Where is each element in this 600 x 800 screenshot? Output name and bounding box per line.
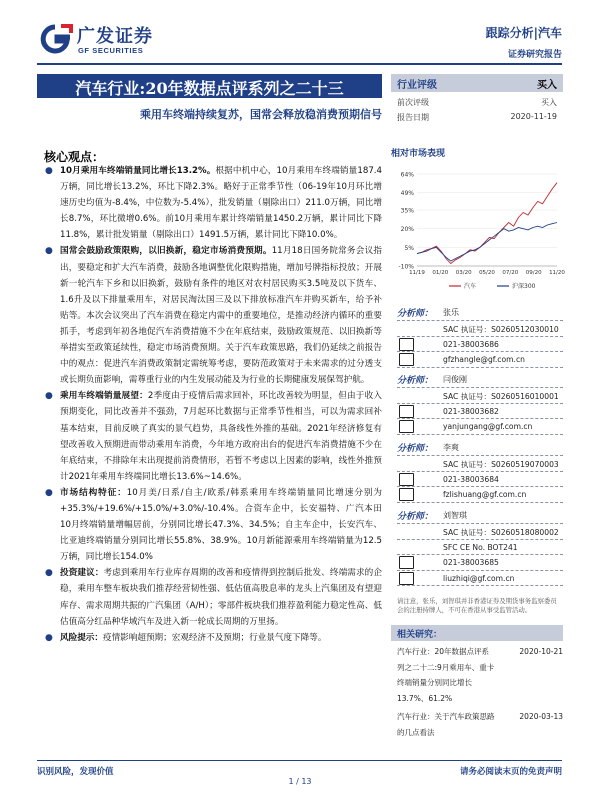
paragraph-text: 11月18日国务院常务会议指出，要稳定和扩大汽车消费，鼓励各地调整优化限购措施，增加号牌指标投放；开展新一轮汽车下乡和以旧换新，鼓励有条件的地区对农村居民购买3.5吨及以下货车、1.6升及以下排量乘用车，对居民淘汰国三及以下排放标准汽车并购买新车，给予补贴等。本次会议突出了汽车消费在稳定内需中的重要地位，是推动经济内循环的重要抓手，考虑到年初各地促汽车消费措施不少在年底结束，鼓励政策规范、以旧换新等举措实至政策延续性，稳定市场消费预期。关于汽车政策思路，我们仍延续之前报告中的观点：促进汽车消费政策制定需统筹考虑，要防范政策对于未来需求的过分透支或长期负面影响，需尊重行业的内生发展动能及为行业的长期健康发展保驾护航。 — [60, 246, 382, 386]
core-view-paragraph — [44, 388, 382, 485]
phone-icon — [399, 338, 414, 351]
paragraph-lead: 10月乘用车终端销量同比增长13.2%。 — [60, 166, 216, 176]
related-research-item[interactable] — [397, 644, 563, 706]
analyst-phone: 021-38003685 — [443, 558, 499, 567]
paragraph-lead: 投资建议： — [60, 568, 104, 579]
analyst-sac: SAC 执证号：S0260512030010 — [443, 325, 559, 334]
prev-rating-label: 前次评级 — [397, 98, 429, 107]
paragraph-text: 考虑到乘用车行业库存周期的改善和疫情得到控制后批发、终端需求的企稳，乘用车整车板块我们推荐经营韧性强、低估值高股息率的龙头上汽集团及有望迎库存、需求周期共振的广汽集团（A/H）；零部件板块我们推荐盈利能力稳定性高、低估值高分红品种华域汽车及进入新一轮成长周期的万里扬。 — [60, 568, 382, 627]
footer-disclaimer-link[interactable]: 请务必阅读末页的免责声明 — [459, 767, 562, 777]
chart-x-tick-label: 11/19 — [409, 270, 425, 276]
company-logo — [37, 22, 187, 58]
analyst-phone-row — [397, 337, 563, 353]
analyst-name: 刘智琪 — [443, 511, 467, 520]
paragraph-lead: 市场结构特征： — [60, 487, 127, 498]
analyst-email-row — [397, 487, 563, 503]
page-number: 1 / 13 — [288, 777, 312, 786]
analyst-label: 分析师： — [397, 444, 434, 454]
related-research-title: 相关研究： — [397, 630, 443, 640]
analyst-card — [397, 305, 563, 368]
analyst-name: 张乐 — [443, 308, 459, 317]
prev-rating-row — [397, 97, 557, 108]
chart-section-label: 相对市场表现 — [391, 149, 446, 159]
gf-logo-icon — [37, 24, 73, 54]
related-title-line: 列之二十二:9月乘用车、重卡 — [397, 662, 495, 672]
analyst-sac: SAC 执证号：S0260518080002 — [443, 528, 559, 537]
report-date-label: 报告日期 — [397, 113, 429, 122]
analyst-head — [397, 305, 563, 321]
prev-rating-value: 买入 — [541, 98, 557, 107]
analyst-label: 分析师： — [397, 376, 434, 386]
analyst-phone: 021-38003682 — [443, 406, 499, 416]
report-type: 证券研究报告 — [507, 50, 562, 60]
related-research-item[interactable] — [397, 709, 563, 740]
bullet-icon: ● — [45, 246, 53, 257]
chart-x-tick-label: 11/20 — [549, 270, 565, 276]
analyst-email-row — [397, 571, 563, 587]
analyst-sac-row — [397, 456, 563, 472]
legend-label: 汽车 — [464, 283, 477, 290]
analyst-phone: 021-38003684 — [443, 474, 499, 484]
core-view-paragraph — [44, 565, 382, 629]
logo-en-text: GF SECURITIES — [78, 46, 144, 55]
analyst-sfc: SFC CE No. BOT241 — [443, 542, 518, 552]
bullet-icon: ● — [45, 568, 53, 579]
paragraph-lead: 风险提示： — [60, 632, 103, 643]
disclaimer: 请注意，张乐，刘智琪并非香港证券及期货事务监察委员会的注册持牌人，不可在香港从事受监管活动。 — [397, 597, 557, 614]
analyst-email[interactable]: fzlishuang@gf.com.cn — [443, 490, 527, 499]
phone-icon — [399, 473, 414, 486]
analyst-sac: SAC 执证号：S0260516010001 — [443, 392, 559, 401]
chart-x-tick-label: 07/20 — [502, 270, 519, 276]
bullet-icon: ● — [45, 632, 53, 643]
related-title: 汽车行业：关于汽车政策思路 — [397, 712, 495, 721]
analyst-sac-row — [397, 321, 563, 337]
analyst-label: 分析师： — [397, 309, 434, 319]
mail-icon — [399, 488, 414, 501]
title-bar — [37, 74, 382, 98]
related-title-line: 的几点看法 — [397, 727, 435, 737]
analyst-card — [397, 372, 563, 435]
rating-value: 买入 — [537, 80, 557, 91]
related-date: 2020-03-13 — [519, 712, 563, 721]
chart-x-tick-label: 09/20 — [525, 270, 542, 276]
paragraph-lead: 乘用车终端销量展望： — [60, 391, 148, 402]
analyst-card — [397, 440, 563, 503]
paragraph-lead: 国常会鼓励政策限购，以旧换新，稳定市场消费预期。 — [60, 246, 272, 257]
related-date: 2020-10-21 — [519, 647, 563, 656]
rating-box — [391, 74, 563, 92]
analyst-card — [397, 508, 563, 586]
core-view-title: 核心观点： — [44, 150, 105, 164]
analyst-email-row — [397, 352, 563, 368]
analyst-head — [397, 372, 563, 388]
bullet-icon: ● — [45, 487, 53, 498]
related-title-line: 终端销量分别同比增长 — [397, 678, 472, 687]
analyst-sfc-row — [397, 540, 563, 556]
analyst-sac: SAC 执证号：S0260519070003 — [443, 460, 559, 469]
report-date-row — [397, 112, 557, 123]
analyst-label: 分析师： — [397, 512, 434, 522]
bullet-icon: ● — [45, 166, 53, 176]
chart-series-line-1 — [417, 223, 557, 262]
related-title: 汽车行业：20年数据点评系 — [397, 647, 490, 656]
paragraph-text: 根据中机中心，10月乘用车终端销量187.4万辆，同比增长13.2%，环比下降2.3%。略好于正常季节性（06-19年10月环比增速历史均值为-8.4%，中位数为-5.4%），批发销量（剔除出口）211.0万辆，同比增长8.7%，环比微增0.6%。前10月乘用车累计终端销量1450.2万辆，累计同比下降11.8%，累计批发销量（剔除出口）1491.5万辆，累计同比下降10.0%。 — [60, 166, 382, 241]
chart-series-line-0 — [417, 183, 557, 264]
bullet-icon: ● — [45, 391, 53, 402]
analyst-phone-row — [397, 472, 563, 488]
core-view-paragraph — [44, 163, 382, 243]
footer-left-slogan: 识别风险，发现价值 — [37, 767, 114, 777]
analyst-head — [397, 508, 563, 524]
report-category: 跟踪分析|汽车 — [485, 26, 562, 40]
analyst-email-row — [397, 419, 563, 435]
analyst-sac-row — [397, 388, 563, 404]
header-divider — [37, 63, 562, 65]
analyst-name: 闫俊刚 — [443, 375, 467, 384]
chart-x-tick-label: 05/20 — [479, 270, 495, 276]
analyst-head — [397, 440, 563, 456]
analyst-phone-row — [397, 404, 563, 420]
mail-icon — [399, 353, 414, 366]
core-view-paragraph — [44, 243, 382, 388]
paragraph-text: 10月美/日系/自主/欧系/韩系乘用车终端销量同比增速分别为+35.3%/+19.6%/+15.0%/+3.0%/-10.4%。合资车企中，长安福特、广汽本田10月终端销量增幅居前，分别同比增长47.3%、34.5%；自主车企中，长安汽车、比亚迪终端销量分别同比增长55.8%、38.9%。10月新能源乘用车终端销量为12.5万辆，同比增长154.0% — [60, 487, 382, 563]
paragraph-text: 2季度由于疫情后需求回补，环比改善较为明显，但由于收入预期变化，同比改善并不强劲，7月起环比数据与正常季节性相当，可以为需求回补基本结束，目前反映了真实的景气趋势，具备线性外推的基础。2021年经济修复有望改善收入预期进而带动乘用车消费，今年地方政府出台的促进汽车消费措施不少在年底结束，不排除年末出现提前消费情形，若暂不考虑以上因素的影响，线性外推预计2021年乘用车终端同比增长13.6%~14.6%。 — [60, 391, 382, 482]
phone-icon — [399, 405, 414, 418]
mail-icon — [399, 572, 414, 585]
report-title: 汽车行业:20年数据点评系列之二十三 — [75, 79, 344, 98]
legend-label: 沪深300 — [512, 283, 536, 290]
phone-icon — [399, 556, 414, 569]
chart-y-tick-label: 49% — [400, 190, 414, 198]
chart-y-tick-label: 35% — [400, 207, 414, 215]
chart-x-tick-label: 03/20 — [455, 270, 472, 276]
analyst-email[interactable]: gfzhangle@gf.com.cn — [443, 355, 525, 364]
analyst-name: 李爽 — [443, 443, 459, 452]
chart-y-tick-label: 64% — [400, 171, 414, 179]
logo-cn-text: 广发证券 — [77, 26, 153, 47]
header-right — [486, 24, 562, 60]
report-subtitle: 乘用车终端持续复苏，国常会释放稳消费预期信号 — [140, 108, 382, 121]
chart-y-tick-label: 20% — [400, 226, 414, 234]
chart-y-tick-label: 5% — [404, 244, 414, 252]
paragraph-text: 疫情影响超预期；宏观经济不及预期；行业景气度下降等。 — [102, 632, 327, 643]
rating-label: 行业评级 — [397, 80, 437, 91]
analyst-sac-row — [397, 524, 563, 540]
relative-performance-chart — [391, 166, 563, 296]
core-view-body — [44, 163, 382, 646]
analyst-phone-row — [397, 555, 563, 571]
report-date-value: 2020-11-19 — [510, 112, 557, 121]
analyst-email[interactable]: liuzhiqi@gf.com.cn — [443, 573, 515, 583]
related-title-line: 13.7%、61.2% — [397, 693, 453, 703]
chart-y-tick-label: -10% — [398, 263, 414, 271]
chart-x-tick-label: 01/20 — [432, 270, 449, 276]
related-research-bar — [391, 625, 563, 641]
footer-divider — [37, 760, 562, 761]
core-view-paragraph — [44, 485, 382, 565]
analyst-email[interactable]: yanjungang@gf.com.cn — [443, 422, 533, 431]
mail-icon — [399, 420, 414, 433]
analyst-phone: 021-38003686 — [443, 339, 499, 349]
core-view-paragraph — [44, 630, 382, 646]
